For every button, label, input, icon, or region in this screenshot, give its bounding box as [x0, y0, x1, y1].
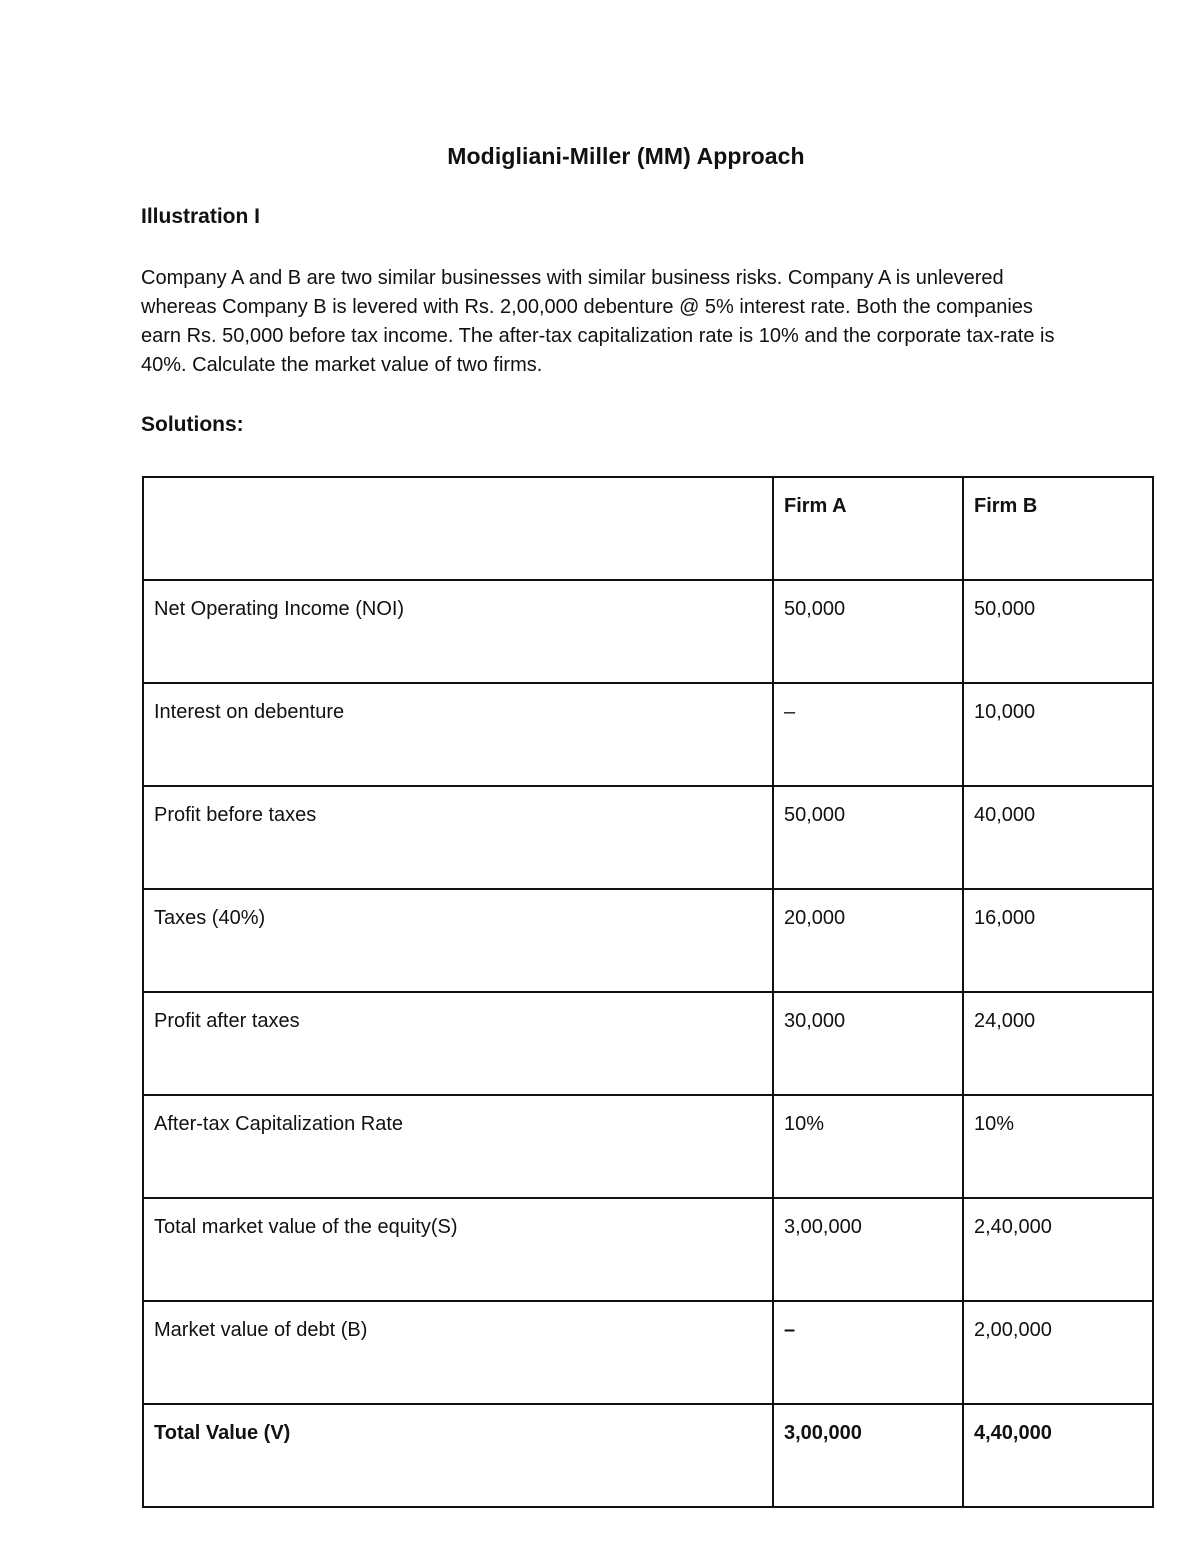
page-title: Modigliani-Miller (MM) Approach	[447, 143, 805, 169]
row-label: Interest on debenture	[143, 683, 773, 786]
firm-b-value: 2,40,000	[963, 1198, 1153, 1301]
firm-b-value: 50,000	[963, 580, 1153, 683]
table-row	[143, 1301, 1153, 1404]
total-firm-b: 4,40,000	[963, 1404, 1153, 1507]
firm-b-value: 10%	[963, 1095, 1153, 1198]
firm-b-value: 40,000	[963, 786, 1153, 889]
table-row	[143, 683, 1153, 786]
firm-a-value: 50,000	[773, 580, 963, 683]
header-firm-a: Firm A	[773, 477, 963, 580]
table-header-row	[143, 477, 1153, 580]
table-row	[143, 1095, 1153, 1198]
firm-a-value: 10%	[773, 1095, 963, 1198]
firm-a-value: 50,000	[773, 786, 963, 889]
solution-table	[142, 476, 1154, 1508]
row-label: Total market value of the equity(S)	[143, 1198, 773, 1301]
firm-a-value: –	[773, 1301, 963, 1404]
total-firm-a: 3,00,000	[773, 1404, 963, 1507]
total-label: Total Value (V)	[143, 1404, 773, 1507]
row-label: After-tax Capitalization Rate	[143, 1095, 773, 1198]
header-firm-b: Firm B	[963, 477, 1153, 580]
table-row	[143, 889, 1153, 992]
table-row	[143, 580, 1153, 683]
table-row	[143, 786, 1153, 889]
firm-b-value: 2,00,000	[963, 1301, 1153, 1404]
table-row	[143, 1198, 1153, 1301]
firm-b-value: 10,000	[963, 683, 1153, 786]
firm-a-value: 30,000	[773, 992, 963, 1095]
firm-b-value: 16,000	[963, 889, 1153, 992]
table-row	[143, 992, 1153, 1095]
problem-paragraph: Company A and B are two similar businesses with similar business risks. Company A is unlevered whereas Company B is levered with Rs. 2,00,000 debenture @ 5% interest rate. Both the companies earn Rs. 50,000 before tax income. The after-tax capitalization rate is 10% and the corporate tax-rate is 40%. Calculate the market value of two firms.	[141, 267, 1055, 376]
firm-a-value: 3,00,000	[773, 1198, 963, 1301]
firm-b-value: 24,000	[963, 992, 1153, 1095]
firm-a-value: 20,000	[773, 889, 963, 992]
row-label: Taxes (40%)	[143, 889, 773, 992]
header-label-cell	[143, 477, 773, 580]
row-label: Market value of debt (B)	[143, 1301, 773, 1404]
illustration-heading: Illustration I	[141, 205, 261, 228]
solutions-heading: Solutions:	[141, 413, 244, 436]
row-label: Profit before taxes	[143, 786, 773, 889]
row-label: Net Operating Income (NOI)	[143, 580, 773, 683]
total-row	[143, 1404, 1153, 1507]
row-label: Profit after taxes	[143, 992, 773, 1095]
firm-a-value: –	[773, 683, 963, 786]
